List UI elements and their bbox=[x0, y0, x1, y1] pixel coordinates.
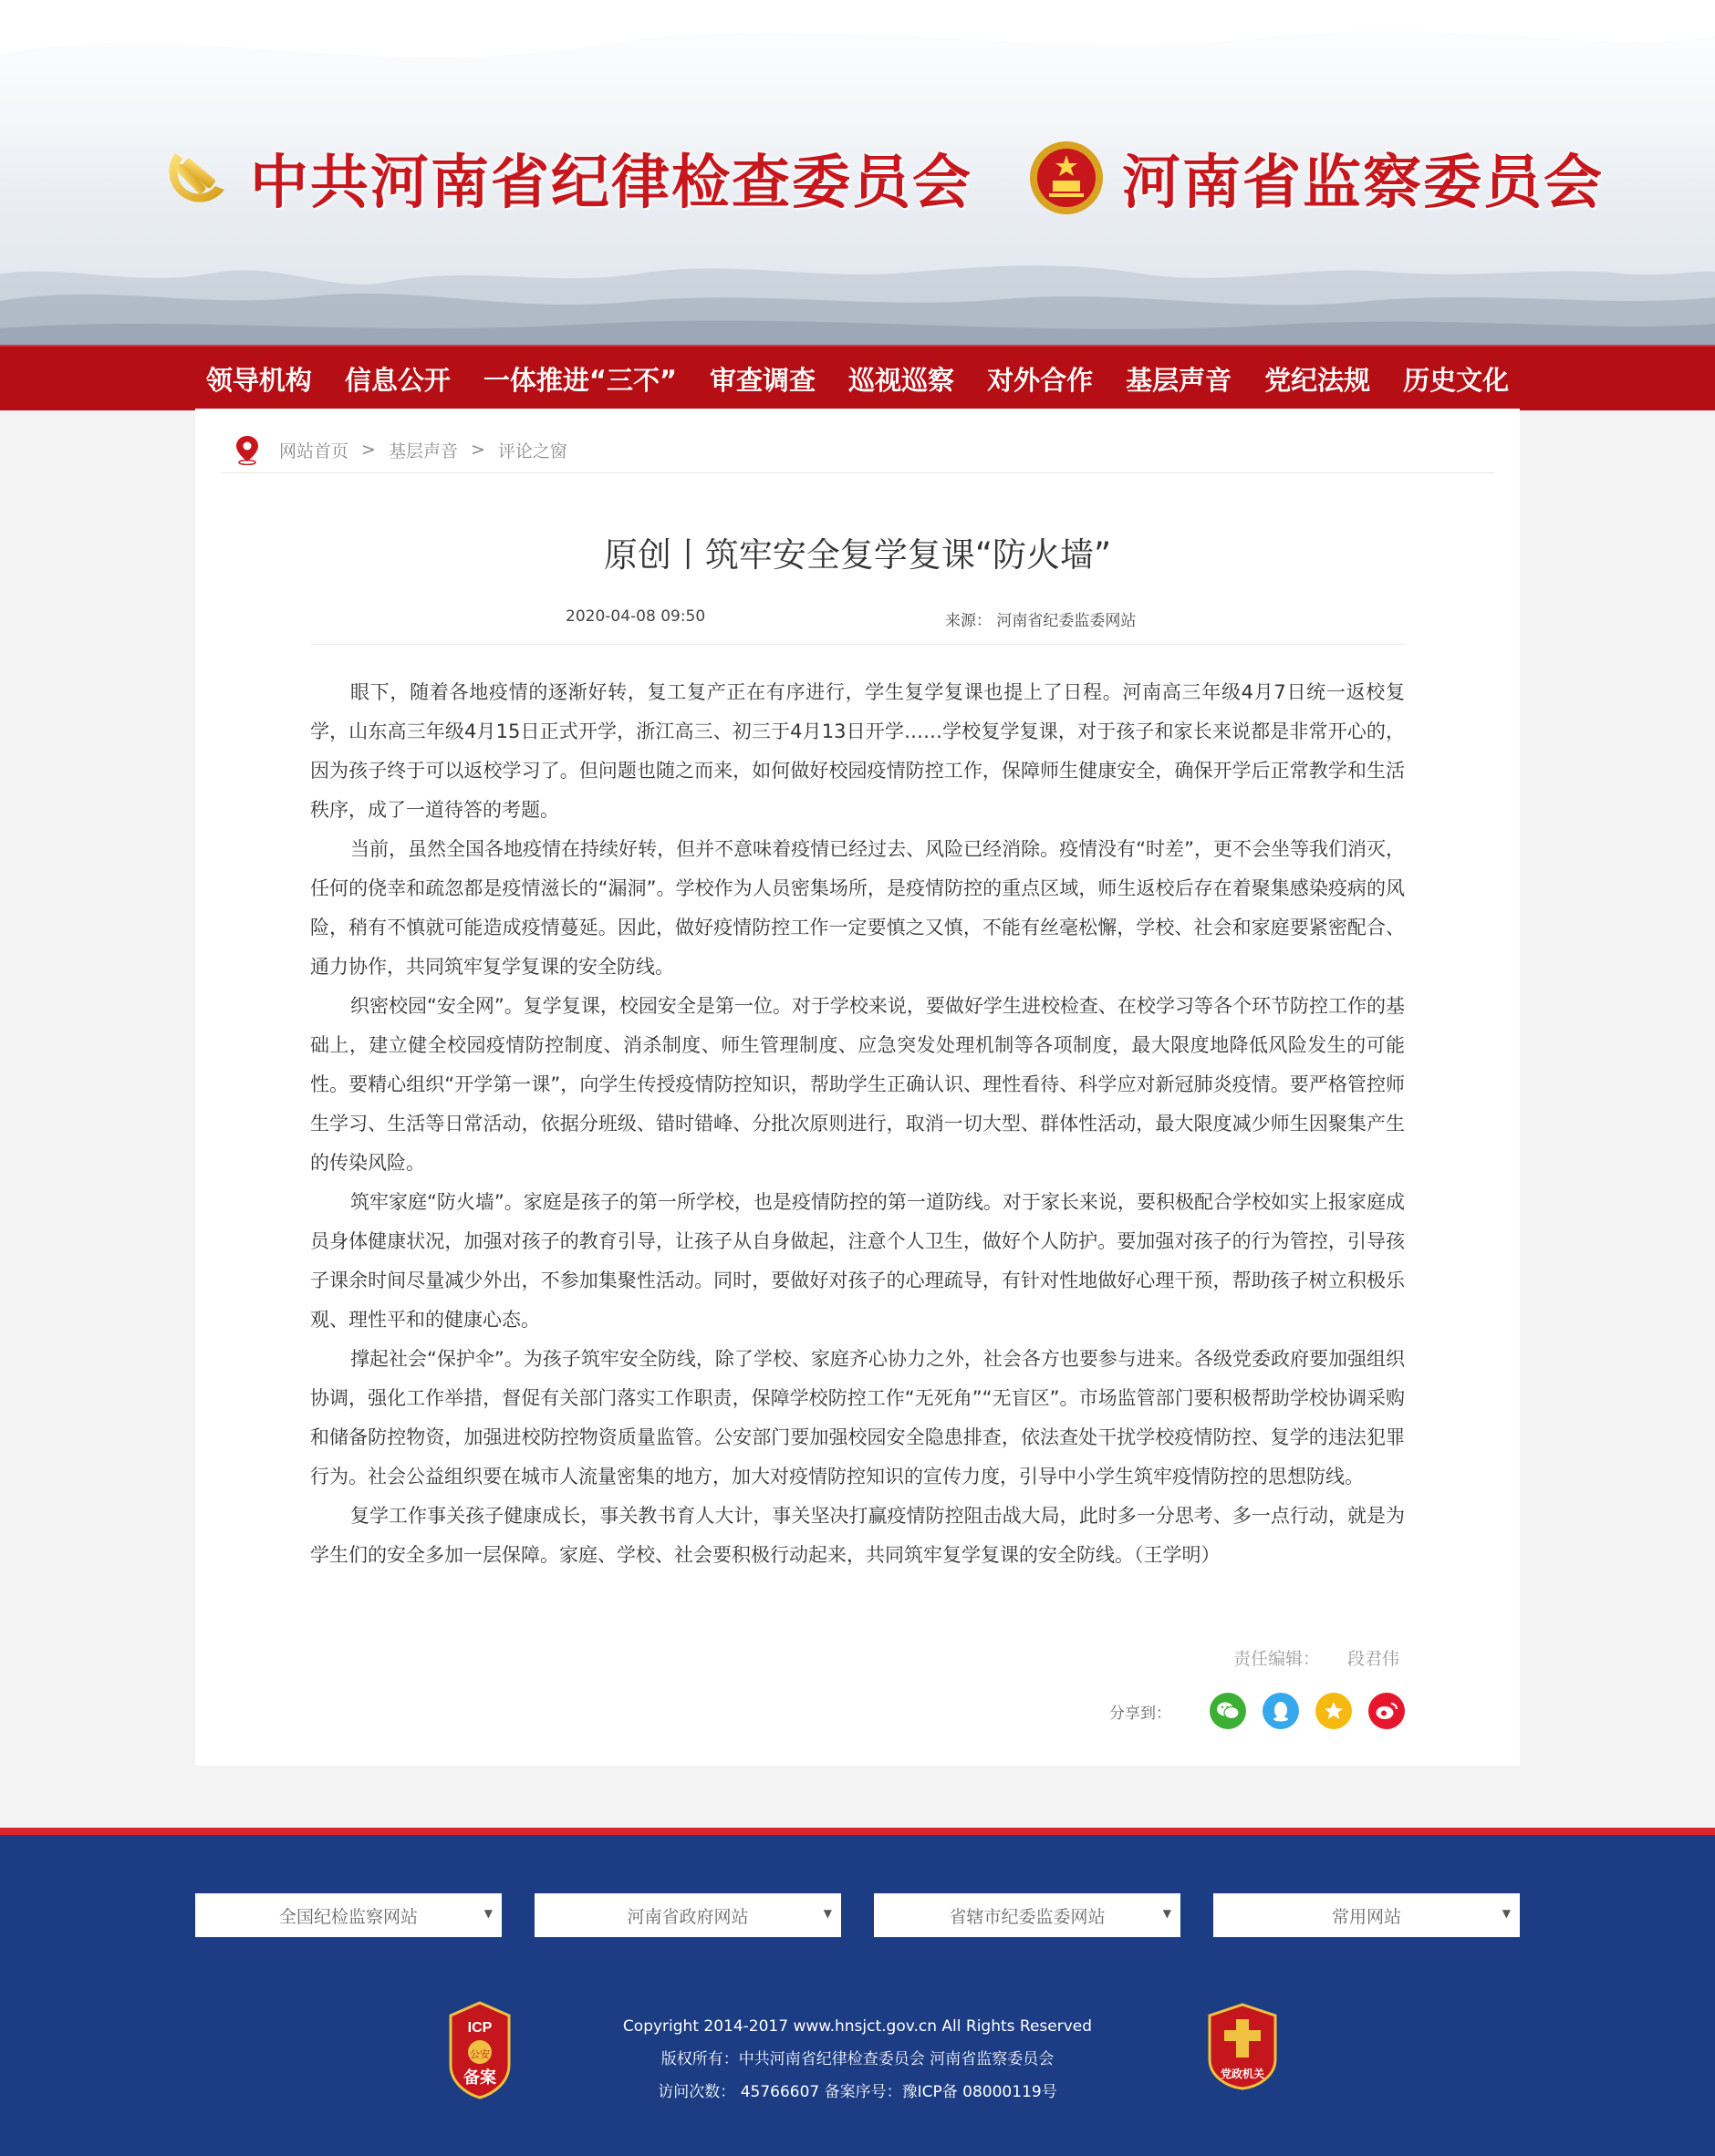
qzone-icon[interactable] bbox=[1315, 1693, 1352, 1729]
nav-item-three-nots[interactable]: 一体推进“三不” bbox=[483, 364, 678, 396]
article-paragraph: 复学工作事关孩子健康成长，事关教书育人大计，事关坚决打赢疫情防控阻击战大局，此时多一分思考、多一点行动，就是为学生们的安全多加一层保障。家庭、学校、社会要积极行动起来，共同筑牢复学复课的安全防线。（王学明） bbox=[310, 1505, 1405, 1566]
breadcrumb-separator: > bbox=[361, 440, 376, 460]
header-logo-row bbox=[155, 128, 1604, 228]
breadcrumb-current[interactable]: 评论之窗 bbox=[497, 441, 567, 461]
article-paragraph: 筑牢家庭“防火墙”。家庭是孩子的第一所学校，也是疫情防控的第一道防线。对于家长来说，要积极配合学校如实上报家庭成员身体健康状况，加强对孩子的教育引导，让孩子从自身做起，注意个人卫生，做好个人防护。要加强对孩子的行为管控，引导孩子课余时间尽量减少外出，不参加集聚性活动。同时，要做好对孩子的心理疏导，有针对性地做好心理干预，帮助孩子树立积极乐观、理性平和的健康心态。 bbox=[310, 1191, 1405, 1331]
breadcrumb-home-link[interactable]: 网站首页 bbox=[279, 441, 349, 461]
icp-badge-mid: 公安 bbox=[470, 2048, 490, 2060]
breadcrumb-grassroots-link[interactable]: 基层声音 bbox=[388, 441, 458, 461]
responsible-editor bbox=[1233, 1645, 1399, 1670]
site-footer bbox=[0, 1828, 1715, 2156]
article-paragraph: 当前，虽然全国各地疫情在持续好转，但并不意味着疫情已经过去、风险已经消除。疫情没有“时差”，更不会坐等我们消灭，任何的侥幸和疏忽都是疫情滋长的“漏洞”。学校作为人员密集场所，是疫情防控的重点区域，师生返校后存在着聚集感染疫病的风险，稍有不慎就可能造成疫情蔓延。因此，做好疫情防控工作一定要慎之又慎，不能有丝毫松懈，学校、社会和家庭要紧密配合、通力协作，共同筑牢复学复课的安全防线。 bbox=[310, 838, 1405, 978]
common-sites-select[interactable] bbox=[1213, 1893, 1520, 1937]
location-pin-icon bbox=[234, 434, 261, 465]
national-emblem-icon bbox=[1025, 137, 1107, 219]
breadcrumb bbox=[221, 427, 1494, 473]
article-body bbox=[310, 673, 1405, 1575]
article-card bbox=[195, 409, 1520, 1766]
icp-badge-top: ICP bbox=[467, 2020, 493, 2036]
nav-item-grassroots[interactable]: 基层声音 bbox=[1126, 364, 1232, 396]
footer-link-selects bbox=[195, 1893, 1520, 1937]
nav-item-inspection[interactable]: 巡视巡察 bbox=[848, 364, 955, 396]
footer-copyright-block bbox=[0, 2010, 1715, 2109]
editor-name: 段君伟 bbox=[1346, 1649, 1399, 1669]
share-bar bbox=[1109, 1693, 1405, 1729]
stats-line: 访问次数： 45766607 备案序号：豫ICP备 08000119号 bbox=[658, 2083, 1057, 2101]
nav-item-info-disclosure[interactable]: 信息公开 bbox=[344, 364, 451, 396]
party-gov-badge-label: 党政机关 bbox=[1220, 2068, 1265, 2080]
provincial-gov-select[interactable] bbox=[535, 1893, 841, 1937]
nav-item-regulations[interactable]: 党纪法规 bbox=[1264, 364, 1371, 396]
site-header bbox=[0, 0, 1715, 345]
nav-item-history[interactable]: 历史文化 bbox=[1403, 364, 1510, 396]
nav-item-cooperation[interactable]: 对外合作 bbox=[987, 364, 1094, 396]
brand-commission-title: 中共河南省纪律检查委员会 bbox=[250, 149, 972, 217]
wechat-icon[interactable] bbox=[1210, 1693, 1246, 1729]
article-source: 来源： 河南省纪委监委网站 bbox=[945, 612, 1137, 630]
dropdown-arrow-icon: ▼ bbox=[823, 1907, 832, 1920]
article-paragraph: 织密校园“安全网”。复学复课，校园安全是第一位。对于学校来说，要做好学生进校检查、在校学习等各个环节防控工作的基础上，建立健全校园疫情防控制度、消杀制度、师生管理制度、应急突发处理机制等各项制度，最大限度地降低风险发生的可能性。要精心组织“开学第一课”，向学生传授疫情防控知识，帮助学生正确认识、理性看待、科学应对新冠肺炎疫情。要严格管控师生学习、生活等日常活动，依据分班级、错时错峰、分批次原则进行，取消一切大型、群体性活动，最大限度减少师生因聚集产生的传染风险。 bbox=[310, 995, 1405, 1174]
article-meta bbox=[310, 607, 1405, 645]
copyright-line: Copyright 2014-2017 www.hnsjct.gov.cn All Rights Reserved bbox=[622, 2017, 1093, 2036]
dropdown-arrow-icon: ▼ bbox=[1502, 1907, 1511, 1920]
main-nav bbox=[0, 345, 1715, 410]
party-emblem-icon bbox=[155, 137, 237, 219]
nav-item-leadership[interactable]: 领导机构 bbox=[205, 364, 312, 396]
select-label: 河南省政府网站 bbox=[627, 1906, 749, 1927]
select-label: 全国纪检监察网站 bbox=[278, 1906, 418, 1927]
select-label: 常用网站 bbox=[1331, 1906, 1401, 1927]
breadcrumb-separator: > bbox=[470, 440, 485, 460]
share-label: 分享到： bbox=[1109, 1704, 1171, 1723]
weibo-icon[interactable] bbox=[1368, 1693, 1405, 1729]
article-title: 原创丨筑牢安全复学复课“防火墙” bbox=[603, 535, 1112, 575]
article-date: 2020-04-08 09:50 bbox=[566, 607, 706, 626]
qq-icon[interactable] bbox=[1263, 1693, 1299, 1729]
national-sites-select[interactable] bbox=[195, 1893, 502, 1937]
owner-line: 版权所有：中共河南省纪律检查委员会 河南省监察委员会 bbox=[660, 2050, 1055, 2068]
brand-supervision-title: 河南省监察委员会 bbox=[1122, 149, 1604, 217]
city-commission-select[interactable] bbox=[874, 1893, 1180, 1937]
icp-badge-bottom: 备案 bbox=[463, 2068, 496, 2088]
nav-item-investigation[interactable]: 审查调查 bbox=[710, 364, 816, 396]
dropdown-arrow-icon: ▼ bbox=[1162, 1907, 1171, 1920]
editor-label: 责任编辑： bbox=[1232, 1649, 1320, 1669]
dropdown-arrow-icon: ▼ bbox=[483, 1907, 493, 1920]
article-paragraph: 撑起社会“保护伞”。为孩子筑牢安全防线，除了学校、家庭齐心协力之外，社会各方也要参与进来。各级党委政府要加强组织协调，强化工作举措，督促有关部门落实工作职责，保障学校防控工作“无死角”“无盲区”。市场监管部门要积极帮助学校协调采购和储备防控物资，加强进校防控物资质量监管。公安部门要加强校园安全隐患排查，依法查处干扰学校疫情防控、复学的违法犯罪行为。社会公益组织要在城市人流量密集的地方，加大对疫情防控知识的宣传力度，引导中小学生筑牢疫情防控的思想防线。 bbox=[310, 1348, 1405, 1487]
party-gov-badge-icon[interactable] bbox=[1206, 2003, 1279, 2090]
select-label: 省辖市纪委监委网站 bbox=[949, 1906, 1106, 1927]
article-paragraph: 眼下，随着各地疫情的逐渐好转，复工复产正在有序进行，学生复学复课也提上了日程。河南高三年级4月7日统一返校复学，山东高三年级4月15日正式开学，浙江高三、初三于4月13日开学……学校复学复课，对于孩子和家长来说都是非常开心的，因为孩子终于可以返校学习了。但问题也随之而来，如何做好校园疫情防控工作，保障师生健康安全，确保开学后正常教学和生活秩序，成了一道待答的考题。 bbox=[310, 681, 1405, 821]
